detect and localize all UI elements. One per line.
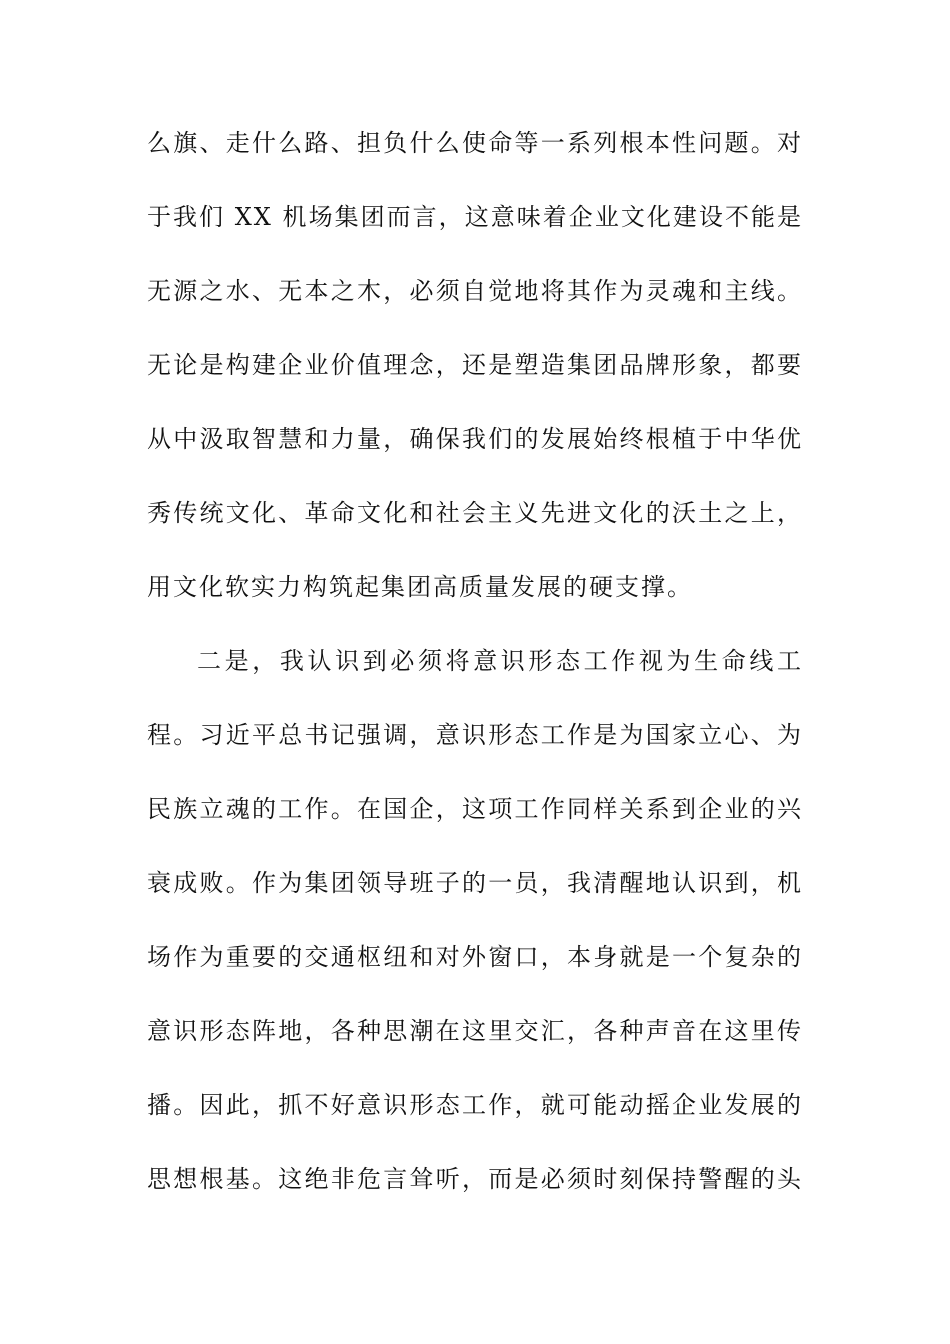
- text-line: 民族立魂的工作。在国企，这项工作同样关系到企业的兴: [147, 795, 803, 823]
- text-line: 无论是构建企业价值理念，还是塑造集团品牌形象，都要: [147, 351, 803, 379]
- text-line: 无源之水、无本之木，必须自觉地将其作为灵魂和主线。: [147, 277, 803, 305]
- text-line: 秀传统文化、革命文化和社会主义先进文化的沃土之上，: [147, 499, 803, 527]
- text-line: 从中汲取智慧和力量，确保我们的发展始终根植于中华优: [147, 425, 803, 453]
- text-line: 用文化软实力构筑起集团高质量发展的硬支撑。: [147, 573, 693, 601]
- paragraph-1: [147, 106, 803, 624]
- text-line: 程。习近平总书记强调，意识形态工作是为国家立心、为: [147, 721, 803, 749]
- text-line: 播。因此，抓不好意识形态工作，就可能动摇企业发展的: [147, 1091, 803, 1119]
- text-line: 衰成败。作为集团领导班子的一员，我清醒地认识到，机: [147, 869, 803, 897]
- text-line: 思想根基。这绝非危言耸听，而是必须时刻保持警醒的头: [147, 1165, 803, 1193]
- text-line: 二是，我认识到必须将意识形态工作视为生命线工: [197, 647, 803, 675]
- text-line: 意识形态阵地，各种思潮在这里交汇，各种声音在这里传: [147, 1017, 803, 1045]
- text-line: 么旗、走什么路、担负什么使命等一系列根本性问题。对: [147, 129, 803, 157]
- paragraph-2: [147, 624, 803, 1216]
- text-line: 场作为重要的交通枢纽和对外窗口，本身就是一个复杂的: [147, 943, 803, 971]
- text-line: 于我们 XX 机场集团而言，这意味着企业文化建设不能是: [147, 203, 803, 231]
- body-text: [147, 106, 803, 1216]
